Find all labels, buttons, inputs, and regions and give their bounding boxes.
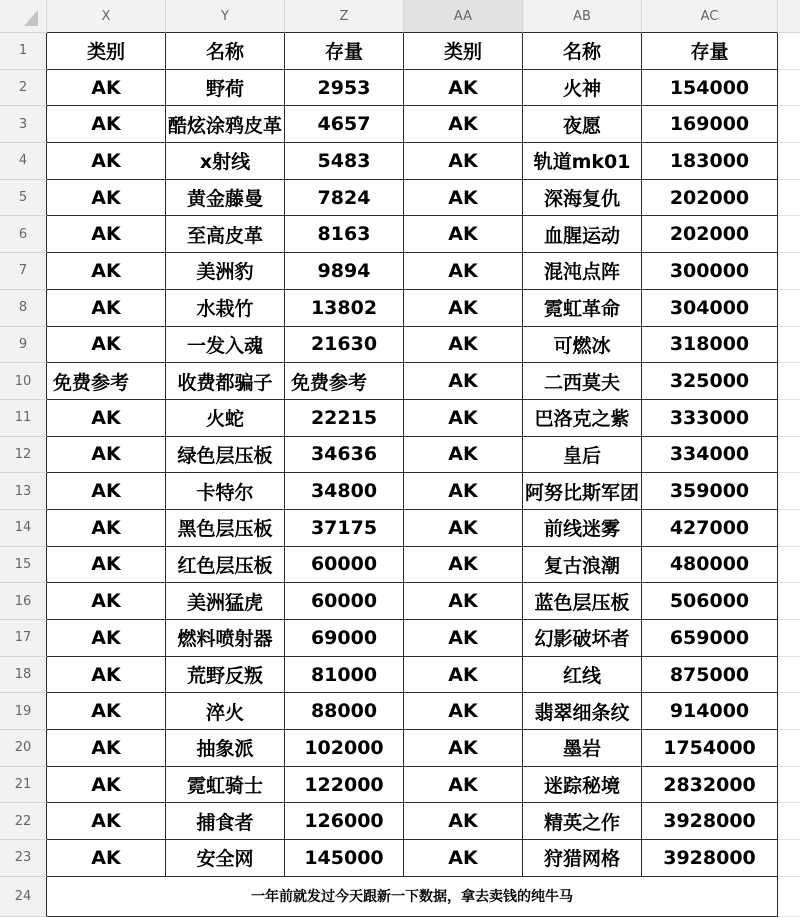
cell-z7[interactable]: 9894 [285,253,404,290]
row-header-1[interactable]: 1 [0,33,47,70]
row-header-13[interactable]: 13 [0,473,47,510]
cell-aa17[interactable]: AK [404,620,523,657]
row-header-14[interactable]: 14 [0,510,47,547]
row-header-7[interactable]: 7 [0,253,47,290]
cell-ac23[interactable]: 3928000 [642,840,778,877]
column-header-ac[interactable]: AC [642,0,778,33]
cell-x1[interactable]: 类别 [47,33,166,70]
cell-z17[interactable]: 69000 [285,620,404,657]
row-filler [778,70,800,107]
cell-y8[interactable]: 水栽竹 [166,290,285,327]
cell-ac14[interactable]: 427000 [642,510,778,547]
cell-x5[interactable]: AK [47,180,166,217]
cell-x20[interactable]: AK [47,730,166,767]
cell-x7[interactable]: AK [47,253,166,290]
column-header-z[interactable]: Z [285,0,404,33]
row-header-10[interactable]: 10 [0,363,47,400]
cell-ab19[interactable]: 翡翠细条纹 [523,693,642,730]
cell-aa2[interactable]: AK [404,70,523,107]
cell-y7[interactable]: 美洲豹 [166,253,285,290]
row-header-5[interactable]: 5 [0,180,47,217]
cell-x13[interactable]: AK [47,473,166,510]
cell-y17[interactable]: 燃料喷射器 [166,620,285,657]
cell-x6[interactable]: AK [47,216,166,253]
cell-z12[interactable]: 34636 [285,437,404,474]
cell-ab4[interactable]: 轨道mk01 [523,143,642,180]
row-header-17[interactable]: 17 [0,620,47,657]
cell-y19[interactable]: 淬火 [166,693,285,730]
row-filler [778,106,800,143]
merged-note-cell[interactable]: 一年前就发过今天跟新一下数据，拿去卖钱的纯牛马 [47,877,778,917]
select-all-corner[interactable] [0,0,47,33]
cell-ac19[interactable]: 914000 [642,693,778,730]
row-filler [778,877,800,917]
cell-ac7[interactable]: 300000 [642,253,778,290]
cell-ab1[interactable]: 名称 [523,33,642,70]
cell-aa15[interactable]: AK [404,547,523,584]
cell-y9[interactable]: 一发入魂 [166,327,285,364]
row-filler [778,730,800,767]
cell-y1[interactable]: 名称 [166,33,285,70]
row-header-22[interactable]: 22 [0,803,47,840]
cell-y18[interactable]: 荒野反叛 [166,657,285,694]
cell-aa19[interactable]: AK [404,693,523,730]
cell-x9[interactable]: AK [47,327,166,364]
row-header-4[interactable]: 4 [0,143,47,180]
cell-x2[interactable]: AK [47,70,166,107]
row-filler [778,510,800,547]
column-header-filler [778,0,800,33]
cell-x18[interactable]: AK [47,657,166,694]
cell-aa5[interactable]: AK [404,180,523,217]
cell-ac10[interactable]: 325000 [642,363,778,400]
cell-y3[interactable]: 酷炫涂鸦皮革 [166,106,285,143]
row-header-24[interactable]: 24 [0,877,47,917]
cell-ab3[interactable]: 夜愿 [523,106,642,143]
cell-z19[interactable]: 88000 [285,693,404,730]
cell-z21[interactable]: 122000 [285,767,404,804]
cell-ab2[interactable]: 火神 [523,70,642,107]
cell-x3[interactable]: AK [47,106,166,143]
row-filler [778,400,800,437]
cell-y5[interactable]: 黄金藤曼 [166,180,285,217]
row-filler [778,583,800,620]
cell-aa9[interactable]: AK [404,327,523,364]
row-header-3[interactable]: 3 [0,106,47,143]
row-filler [778,143,800,180]
cell-y22[interactable]: 捕食者 [166,803,285,840]
cell-z11[interactable]: 22215 [285,400,404,437]
cell-y15[interactable]: 红色层压板 [166,547,285,584]
cell-z13[interactable]: 34800 [285,473,404,510]
cell-ab23[interactable]: 狩猎网格 [523,840,642,877]
cell-x11[interactable]: AK [47,400,166,437]
select-all-icon [24,10,38,26]
cell-ac11[interactable]: 333000 [642,400,778,437]
cell-aa14[interactable]: AK [404,510,523,547]
row-filler [778,547,800,584]
cell-x16[interactable]: AK [47,583,166,620]
row-filler [778,840,800,877]
cell-aa16[interactable]: AK [404,583,523,620]
cell-x19[interactable]: AK [47,693,166,730]
cell-aa20[interactable]: AK [404,730,523,767]
column-header-aa[interactable]: AA [404,0,523,33]
cell-ab10[interactable]: 二西莫夫 [523,363,642,400]
row-header-9[interactable]: 9 [0,327,47,364]
cell-ac17[interactable]: 659000 [642,620,778,657]
cell-z5[interactable]: 7824 [285,180,404,217]
cell-aa18[interactable]: AK [404,657,523,694]
cell-y23[interactable]: 安全网 [166,840,285,877]
row-filler [778,363,800,400]
cell-x4[interactable]: AK [47,143,166,180]
cell-aa12[interactable]: AK [404,437,523,474]
cell-x12[interactable]: AK [47,437,166,474]
row-filler [778,327,800,364]
cell-aa4[interactable]: AK [404,143,523,180]
cell-ac12[interactable]: 334000 [642,437,778,474]
cell-ab17[interactable]: 幻影破坏者 [523,620,642,657]
cell-x8[interactable]: AK [47,290,166,327]
row-header-19[interactable]: 19 [0,693,47,730]
cell-ac21[interactable]: 2832000 [642,767,778,804]
cell-aa11[interactable]: AK [404,400,523,437]
cell-z14[interactable]: 37175 [285,510,404,547]
cell-ab11[interactable]: 巴洛克之紫 [523,400,642,437]
cell-y2[interactable]: 野荷 [166,70,285,107]
cell-ab15[interactable]: 复古浪潮 [523,547,642,584]
cell-ac15[interactable]: 480000 [642,547,778,584]
cell-ac6[interactable]: 202000 [642,216,778,253]
cell-ac8[interactable]: 304000 [642,290,778,327]
cell-y10[interactable]: 收费都骗子 [166,363,285,400]
cell-z22[interactable]: 126000 [285,803,404,840]
cell-ac22[interactable]: 3928000 [642,803,778,840]
cell-x10[interactable]: 免费参考 [47,363,166,400]
cell-y20[interactable]: 抽象派 [166,730,285,767]
cell-ab9[interactable]: 可燃冰 [523,327,642,364]
row-header-6[interactable]: 6 [0,216,47,253]
row-filler [778,657,800,694]
cell-ab8[interactable]: 霓虹革命 [523,290,642,327]
cell-ac5[interactable]: 202000 [642,180,778,217]
cell-ac9[interactable]: 318000 [642,327,778,364]
cell-ac3[interactable]: 169000 [642,106,778,143]
cell-z9[interactable]: 21630 [285,327,404,364]
cell-z6[interactable]: 8163 [285,216,404,253]
row-header-21[interactable]: 21 [0,767,47,804]
row-header-8[interactable]: 8 [0,290,47,327]
cell-z18[interactable]: 81000 [285,657,404,694]
row-filler [778,216,800,253]
row-header-11[interactable]: 11 [0,400,47,437]
cell-ab12[interactable]: 皇后 [523,437,642,474]
cell-ab21[interactable]: 迷踪秘境 [523,767,642,804]
cell-z1[interactable]: 存量 [285,33,404,70]
cell-y12[interactable]: 绿色层压板 [166,437,285,474]
cell-ac2[interactable]: 154000 [642,70,778,107]
cell-ab7[interactable]: 混沌点阵 [523,253,642,290]
cell-z3[interactable]: 4657 [285,106,404,143]
cell-ac18[interactable]: 875000 [642,657,778,694]
cell-x22[interactable]: AK [47,803,166,840]
cell-ab20[interactable]: 墨岩 [523,730,642,767]
row-header-2[interactable]: 2 [0,70,47,107]
cell-x17[interactable]: AK [47,620,166,657]
cell-x15[interactable]: AK [47,547,166,584]
cell-aa13[interactable]: AK [404,473,523,510]
cell-z16[interactable]: 60000 [285,583,404,620]
row-filler [778,473,800,510]
cell-ac20[interactable]: 1754000 [642,730,778,767]
column-header-x[interactable]: X [47,0,166,33]
cell-ac16[interactable]: 506000 [642,583,778,620]
row-filler [778,180,800,217]
cell-y16[interactable]: 美洲猛虎 [166,583,285,620]
cell-aa7[interactable]: AK [404,253,523,290]
cell-z2[interactable]: 2953 [285,70,404,107]
row-header-20[interactable]: 20 [0,730,47,767]
column-header-ab[interactable]: AB [523,0,642,33]
cell-y13[interactable]: 卡特尔 [166,473,285,510]
row-filler [778,290,800,327]
cell-z23[interactable]: 145000 [285,840,404,877]
cell-x23[interactable]: AK [47,840,166,877]
row-header-15[interactable]: 15 [0,547,47,584]
row-filler [778,803,800,840]
cell-z4[interactable]: 5483 [285,143,404,180]
column-header-y[interactable]: Y [166,0,285,33]
cell-ab6[interactable]: 血腥运动 [523,216,642,253]
cell-ab22[interactable]: 精英之作 [523,803,642,840]
row-filler [778,693,800,730]
cell-ab13[interactable]: 阿努比斯军团 [523,473,642,510]
cell-aa23[interactable]: AK [404,840,523,877]
cell-aa10[interactable]: AK [404,363,523,400]
cell-aa3[interactable]: AK [404,106,523,143]
cell-z10[interactable]: 免费参考 [285,363,404,400]
row-filler [778,767,800,804]
row-header-18[interactable]: 18 [0,657,47,694]
cell-z20[interactable]: 102000 [285,730,404,767]
row-header-12[interactable]: 12 [0,437,47,474]
cell-y4[interactable]: x射线 [166,143,285,180]
cell-aa6[interactable]: AK [404,216,523,253]
cell-x14[interactable]: AK [47,510,166,547]
cell-z15[interactable]: 60000 [285,547,404,584]
cell-y14[interactable]: 黑色层压板 [166,510,285,547]
cell-y21[interactable]: 霓虹骑士 [166,767,285,804]
cell-y6[interactable]: 至高皮革 [166,216,285,253]
cell-aa22[interactable]: AK [404,803,523,840]
row-filler [778,620,800,657]
row-header-16[interactable]: 16 [0,583,47,620]
cell-aa1[interactable]: 类别 [404,33,523,70]
cell-ab14[interactable]: 前线迷雾 [523,510,642,547]
cell-x21[interactable]: AK [47,767,166,804]
cell-aa21[interactable]: AK [404,767,523,804]
cell-ab5[interactable]: 深海复仇 [523,180,642,217]
cell-ab16[interactable]: 蓝色层压板 [523,583,642,620]
row-filler [778,437,800,474]
row-filler [778,253,800,290]
cell-z8[interactable]: 13802 [285,290,404,327]
row-filler [778,33,800,70]
cell-ac13[interactable]: 359000 [642,473,778,510]
cell-ac4[interactable]: 183000 [642,143,778,180]
cell-y11[interactable]: 火蛇 [166,400,285,437]
cell-aa8[interactable]: AK [404,290,523,327]
cell-ab18[interactable]: 红线 [523,657,642,694]
cell-ac1[interactable]: 存量 [642,33,778,70]
row-header-23[interactable]: 23 [0,840,47,877]
